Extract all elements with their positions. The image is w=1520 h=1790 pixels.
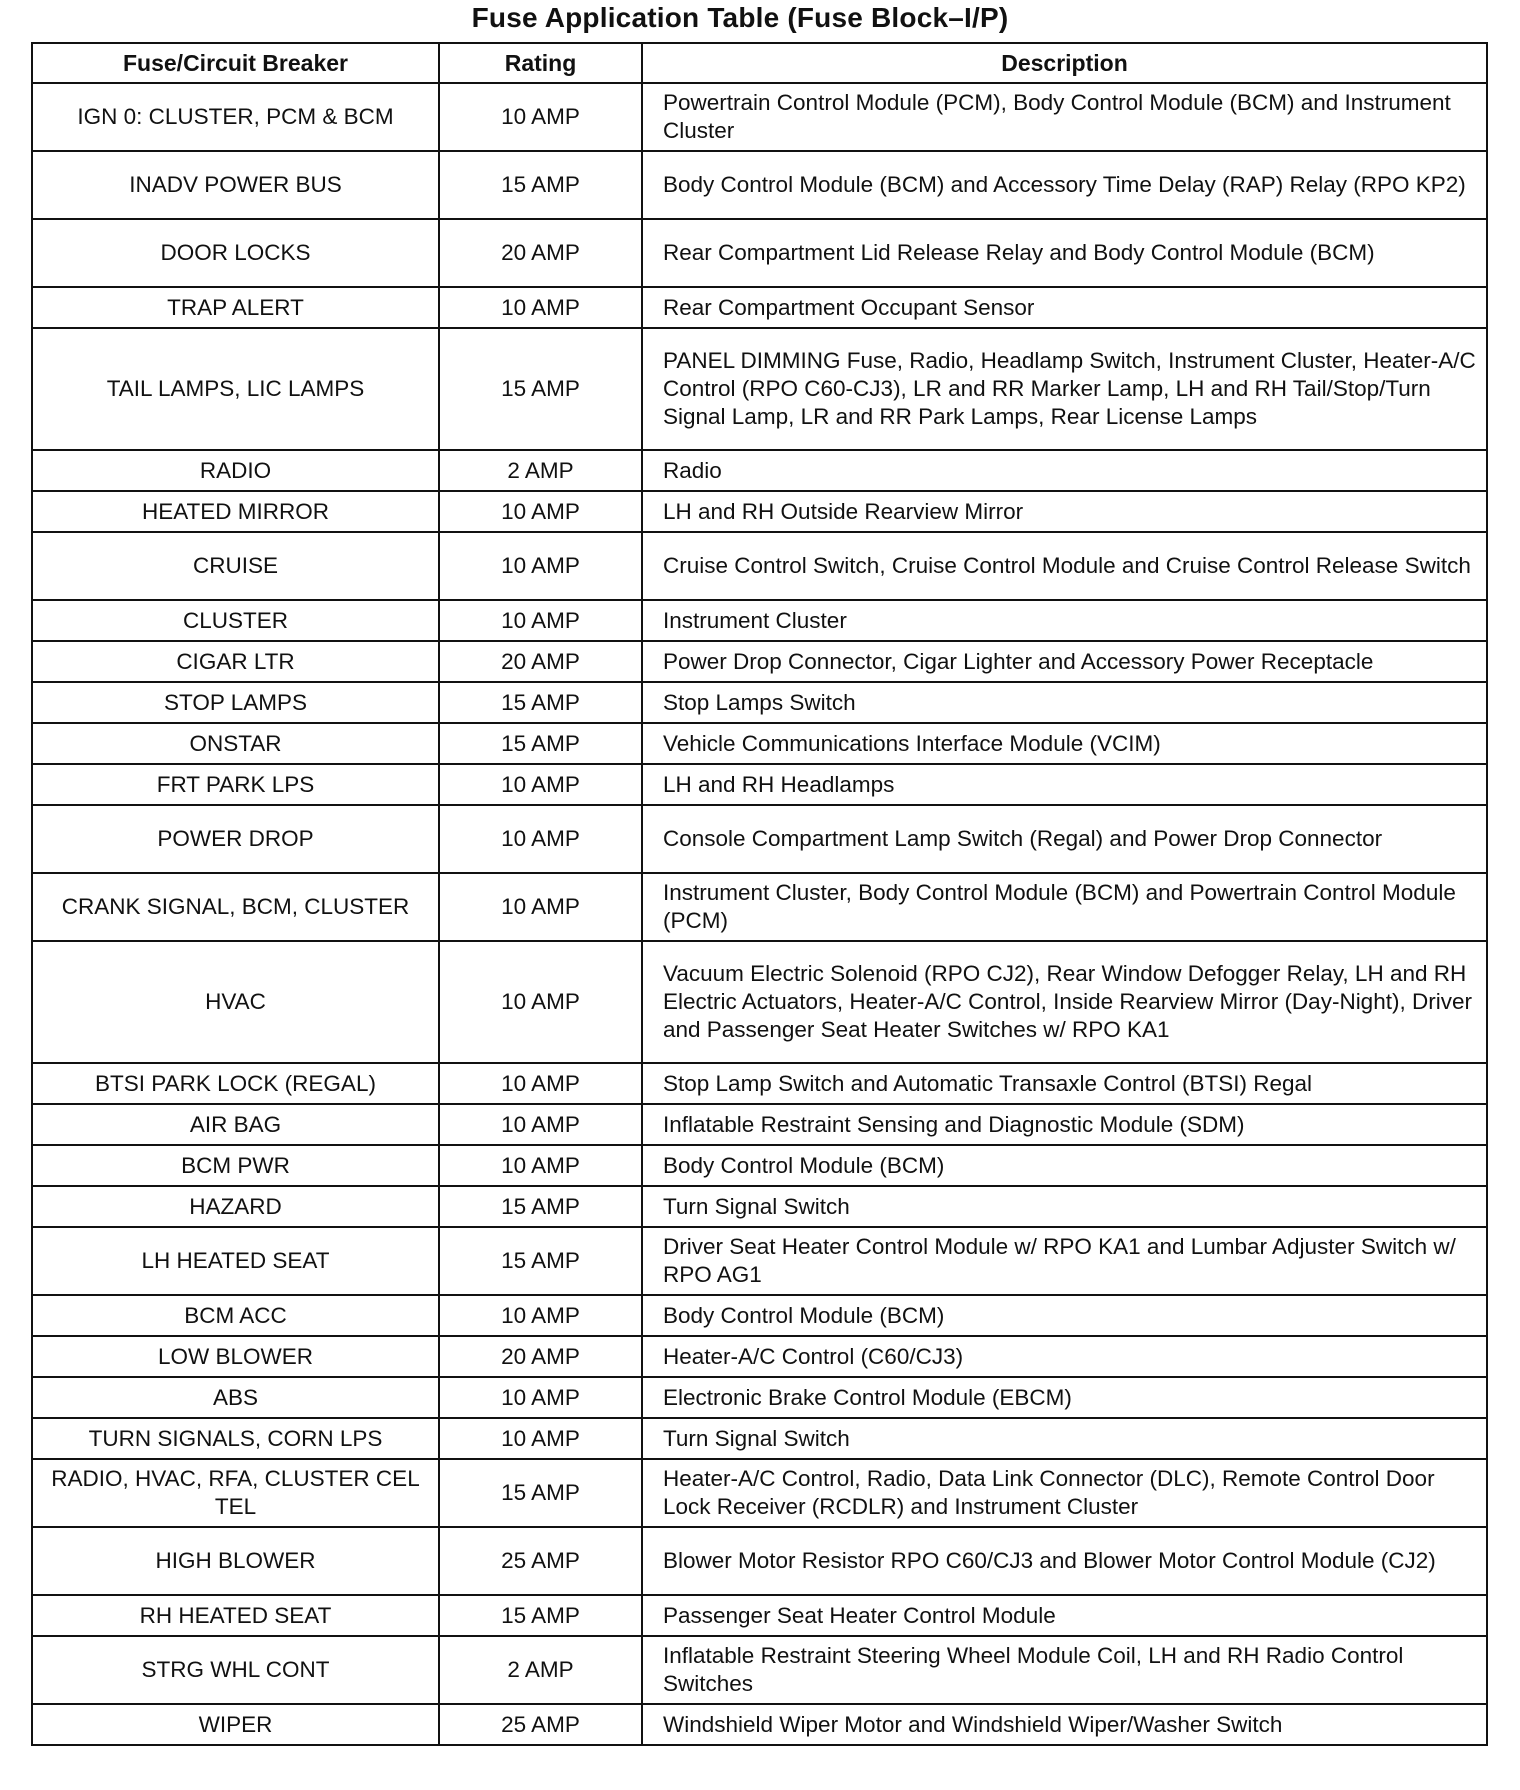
table-row — [32, 450, 1487, 491]
fuse-cell: CLUSTER — [32, 600, 439, 641]
fuse-cell: ABS — [32, 1377, 439, 1418]
rating-cell: 10 AMP — [439, 83, 642, 151]
rating-cell: 10 AMP — [439, 600, 642, 641]
description-cell: Powertrain Control Module (PCM), Body Control Module (BCM) and Instrument Cluster — [642, 83, 1487, 151]
table-row — [32, 328, 1487, 450]
page-title: Fuse Application Table (Fuse Block–I/P) — [471, 2, 1009, 33]
rating-cell: 10 AMP — [439, 1104, 642, 1145]
rating-cell: 10 AMP — [439, 764, 642, 805]
description-cell: Inflatable Restraint Steering Wheel Module Coil, LH and RH Radio Control Switches — [642, 1636, 1487, 1704]
rating-cell: 20 AMP — [439, 1336, 642, 1377]
table-row — [32, 641, 1487, 682]
description-cell: Power Drop Connector, Cigar Lighter and Accessory Power Receptacle — [642, 641, 1487, 682]
rating-cell: 10 AMP — [439, 532, 642, 600]
description-cell: Stop Lamps Switch — [642, 682, 1487, 723]
rating-cell: 15 AMP — [439, 1227, 642, 1295]
description-cell: Rear Compartment Lid Release Relay and Body Control Module (BCM) — [642, 219, 1487, 287]
description-cell: Electronic Brake Control Module (EBCM) — [642, 1377, 1487, 1418]
table-row — [32, 600, 1487, 641]
description-cell: Stop Lamp Switch and Automatic Transaxle Control (BTSI) Regal — [642, 1063, 1487, 1104]
rating-cell: 15 AMP — [439, 682, 642, 723]
table-row — [32, 532, 1487, 600]
table-row — [32, 1377, 1487, 1418]
description-cell: Instrument Cluster, Body Control Module (BCM) and Powertrain Control Module (PCM) — [642, 873, 1487, 941]
fuse-cell: TRAP ALERT — [32, 287, 439, 328]
rating-cell: 10 AMP — [439, 1377, 642, 1418]
fuse-cell: CIGAR LTR — [32, 641, 439, 682]
description-cell: Heater-A/C Control, Radio, Data Link Connector (DLC), Remote Control Door Lock Receiver (RCDLR) and Instrument Cluster — [642, 1459, 1487, 1527]
table-row — [32, 682, 1487, 723]
rating-cell: 15 AMP — [439, 1595, 642, 1636]
fuse-cell: STOP LAMPS — [32, 682, 439, 723]
rating-cell: 2 AMP — [439, 1636, 642, 1704]
description-cell: Vehicle Communications Interface Module (VCIM) — [642, 723, 1487, 764]
table-row — [32, 1145, 1487, 1186]
fuse-cell: HEATED MIRROR — [32, 491, 439, 532]
table-row — [32, 1527, 1487, 1595]
table-row — [32, 1227, 1487, 1295]
fuse-cell: BTSI PARK LOCK (REGAL) — [32, 1063, 439, 1104]
fuse-cell: POWER DROP — [32, 805, 439, 873]
table-row — [32, 1636, 1487, 1704]
fuse-cell: CRANK SIGNAL, BCM, CLUSTER — [32, 873, 439, 941]
fuse-cell: RADIO — [32, 450, 439, 491]
description-cell: Radio — [642, 450, 1487, 491]
rating-cell: 10 AMP — [439, 491, 642, 532]
fuse-cell: RH HEATED SEAT — [32, 1595, 439, 1636]
table-row — [32, 873, 1487, 941]
description-cell: Heater-A/C Control (C60/CJ3) — [642, 1336, 1487, 1377]
description-cell: Body Control Module (BCM) and Accessory Time Delay (RAP) Relay (RPO KP2) — [642, 151, 1487, 219]
description-cell: Body Control Module (BCM) — [642, 1295, 1487, 1336]
fuse-cell: IGN 0: CLUSTER, PCM & BCM — [32, 83, 439, 151]
table-row — [32, 941, 1487, 1063]
rating-cell: 10 AMP — [439, 1295, 642, 1336]
header-description: Description — [642, 43, 1487, 83]
description-cell: Driver Seat Heater Control Module w/ RPO KA1 and Lumbar Adjuster Switch w/ RPO AG1 — [642, 1227, 1487, 1295]
description-cell: Inflatable Restraint Sensing and Diagnostic Module (SDM) — [642, 1104, 1487, 1145]
table-row — [32, 1459, 1487, 1527]
fuse-cell: INADV POWER BUS — [32, 151, 439, 219]
table-row — [32, 1063, 1487, 1104]
rating-cell: 20 AMP — [439, 641, 642, 682]
table-row — [32, 219, 1487, 287]
table-row — [32, 805, 1487, 873]
fuse-cell: DOOR LOCKS — [32, 219, 439, 287]
description-cell: LH and RH Headlamps — [642, 764, 1487, 805]
header-row — [32, 43, 1487, 83]
table-row — [32, 1418, 1487, 1459]
fuse-cell: HVAC — [32, 941, 439, 1063]
fuse-cell: TURN SIGNALS, CORN LPS — [32, 1418, 439, 1459]
table-row — [32, 723, 1487, 764]
table-row — [32, 1336, 1487, 1377]
fuse-cell: FRT PARK LPS — [32, 764, 439, 805]
fuse-cell: AIR BAG — [32, 1104, 439, 1145]
rating-cell: 15 AMP — [439, 151, 642, 219]
table-row — [32, 83, 1487, 151]
fuse-cell: STRG WHL CONT — [32, 1636, 439, 1704]
description-cell: LH and RH Outside Rearview Mirror — [642, 491, 1487, 532]
description-cell: Passenger Seat Heater Control Module — [642, 1595, 1487, 1636]
fuse-cell: HAZARD — [32, 1186, 439, 1227]
header-fuse: Fuse/Circuit Breaker — [32, 43, 439, 83]
table-row — [32, 1186, 1487, 1227]
description-cell: Blower Motor Resistor RPO C60/CJ3 and Blower Motor Control Module (CJ2) — [642, 1527, 1487, 1595]
header-rating: Rating — [439, 43, 642, 83]
description-cell: Vacuum Electric Solenoid (RPO CJ2), Rear Window Defogger Relay, LH and RH Electric Actuators, Heater-A/C Control, Inside Rearview Mirror (Day-Night), Driver and Passenger Seat Heater Switches w/ RPO KA1 — [642, 941, 1487, 1063]
table-row — [32, 764, 1487, 805]
description-cell: Body Control Module (BCM) — [642, 1145, 1487, 1186]
table-row — [32, 287, 1487, 328]
description-cell: Cruise Control Switch, Cruise Control Module and Cruise Control Release Switch — [642, 532, 1487, 600]
fuse-cell: TAIL LAMPS, LIC LAMPS — [32, 328, 439, 450]
fuse-cell: WIPER — [32, 1704, 439, 1745]
rating-cell: 10 AMP — [439, 1145, 642, 1186]
rating-cell: 10 AMP — [439, 1063, 642, 1104]
rating-cell: 2 AMP — [439, 450, 642, 491]
fuse-cell: BCM ACC — [32, 1295, 439, 1336]
rating-cell: 15 AMP — [439, 328, 642, 450]
description-cell: Console Compartment Lamp Switch (Regal) and Power Drop Connector — [642, 805, 1487, 873]
table-row — [32, 1595, 1487, 1636]
rating-cell: 10 AMP — [439, 287, 642, 328]
rating-cell: 10 AMP — [439, 941, 642, 1063]
description-cell: Turn Signal Switch — [642, 1418, 1487, 1459]
fuse-cell: ONSTAR — [32, 723, 439, 764]
fuse-application-table — [31, 42, 1488, 1746]
description-cell: Instrument Cluster — [642, 600, 1487, 641]
fuse-cell: HIGH BLOWER — [32, 1527, 439, 1595]
rating-cell: 15 AMP — [439, 723, 642, 764]
fuse-cell: LOW BLOWER — [32, 1336, 439, 1377]
description-cell: Rear Compartment Occupant Sensor — [642, 287, 1487, 328]
fuse-cell: BCM PWR — [32, 1145, 439, 1186]
table-row — [32, 491, 1487, 532]
rating-cell: 20 AMP — [439, 219, 642, 287]
description-cell: PANEL DIMMING Fuse, Radio, Headlamp Switch, Instrument Cluster, Heater-A/C Control (RPO C60-CJ3), LR and RR Marker Lamp, LH and RH Tail/Stop/Turn Signal Lamp, LR and RR Park Lamps, Rear License Lamps — [642, 328, 1487, 450]
description-cell: Windshield Wiper Motor and Windshield Wiper/Washer Switch — [642, 1704, 1487, 1745]
fuse-cell: CRUISE — [32, 532, 439, 600]
table-row — [32, 151, 1487, 219]
rating-cell: 10 AMP — [439, 1418, 642, 1459]
rating-cell: 10 AMP — [439, 873, 642, 941]
rating-cell: 10 AMP — [439, 805, 642, 873]
rating-cell: 25 AMP — [439, 1704, 642, 1745]
rating-cell: 15 AMP — [439, 1459, 642, 1527]
rating-cell: 15 AMP — [439, 1186, 642, 1227]
rating-cell: 25 AMP — [439, 1527, 642, 1595]
fuse-cell: RADIO, HVAC, RFA, CLUSTER CEL TEL — [32, 1459, 439, 1527]
fuse-cell: LH HEATED SEAT — [32, 1227, 439, 1295]
table-row — [32, 1104, 1487, 1145]
table-row — [32, 1295, 1487, 1336]
table-row — [32, 1704, 1487, 1745]
description-cell: Turn Signal Switch — [642, 1186, 1487, 1227]
